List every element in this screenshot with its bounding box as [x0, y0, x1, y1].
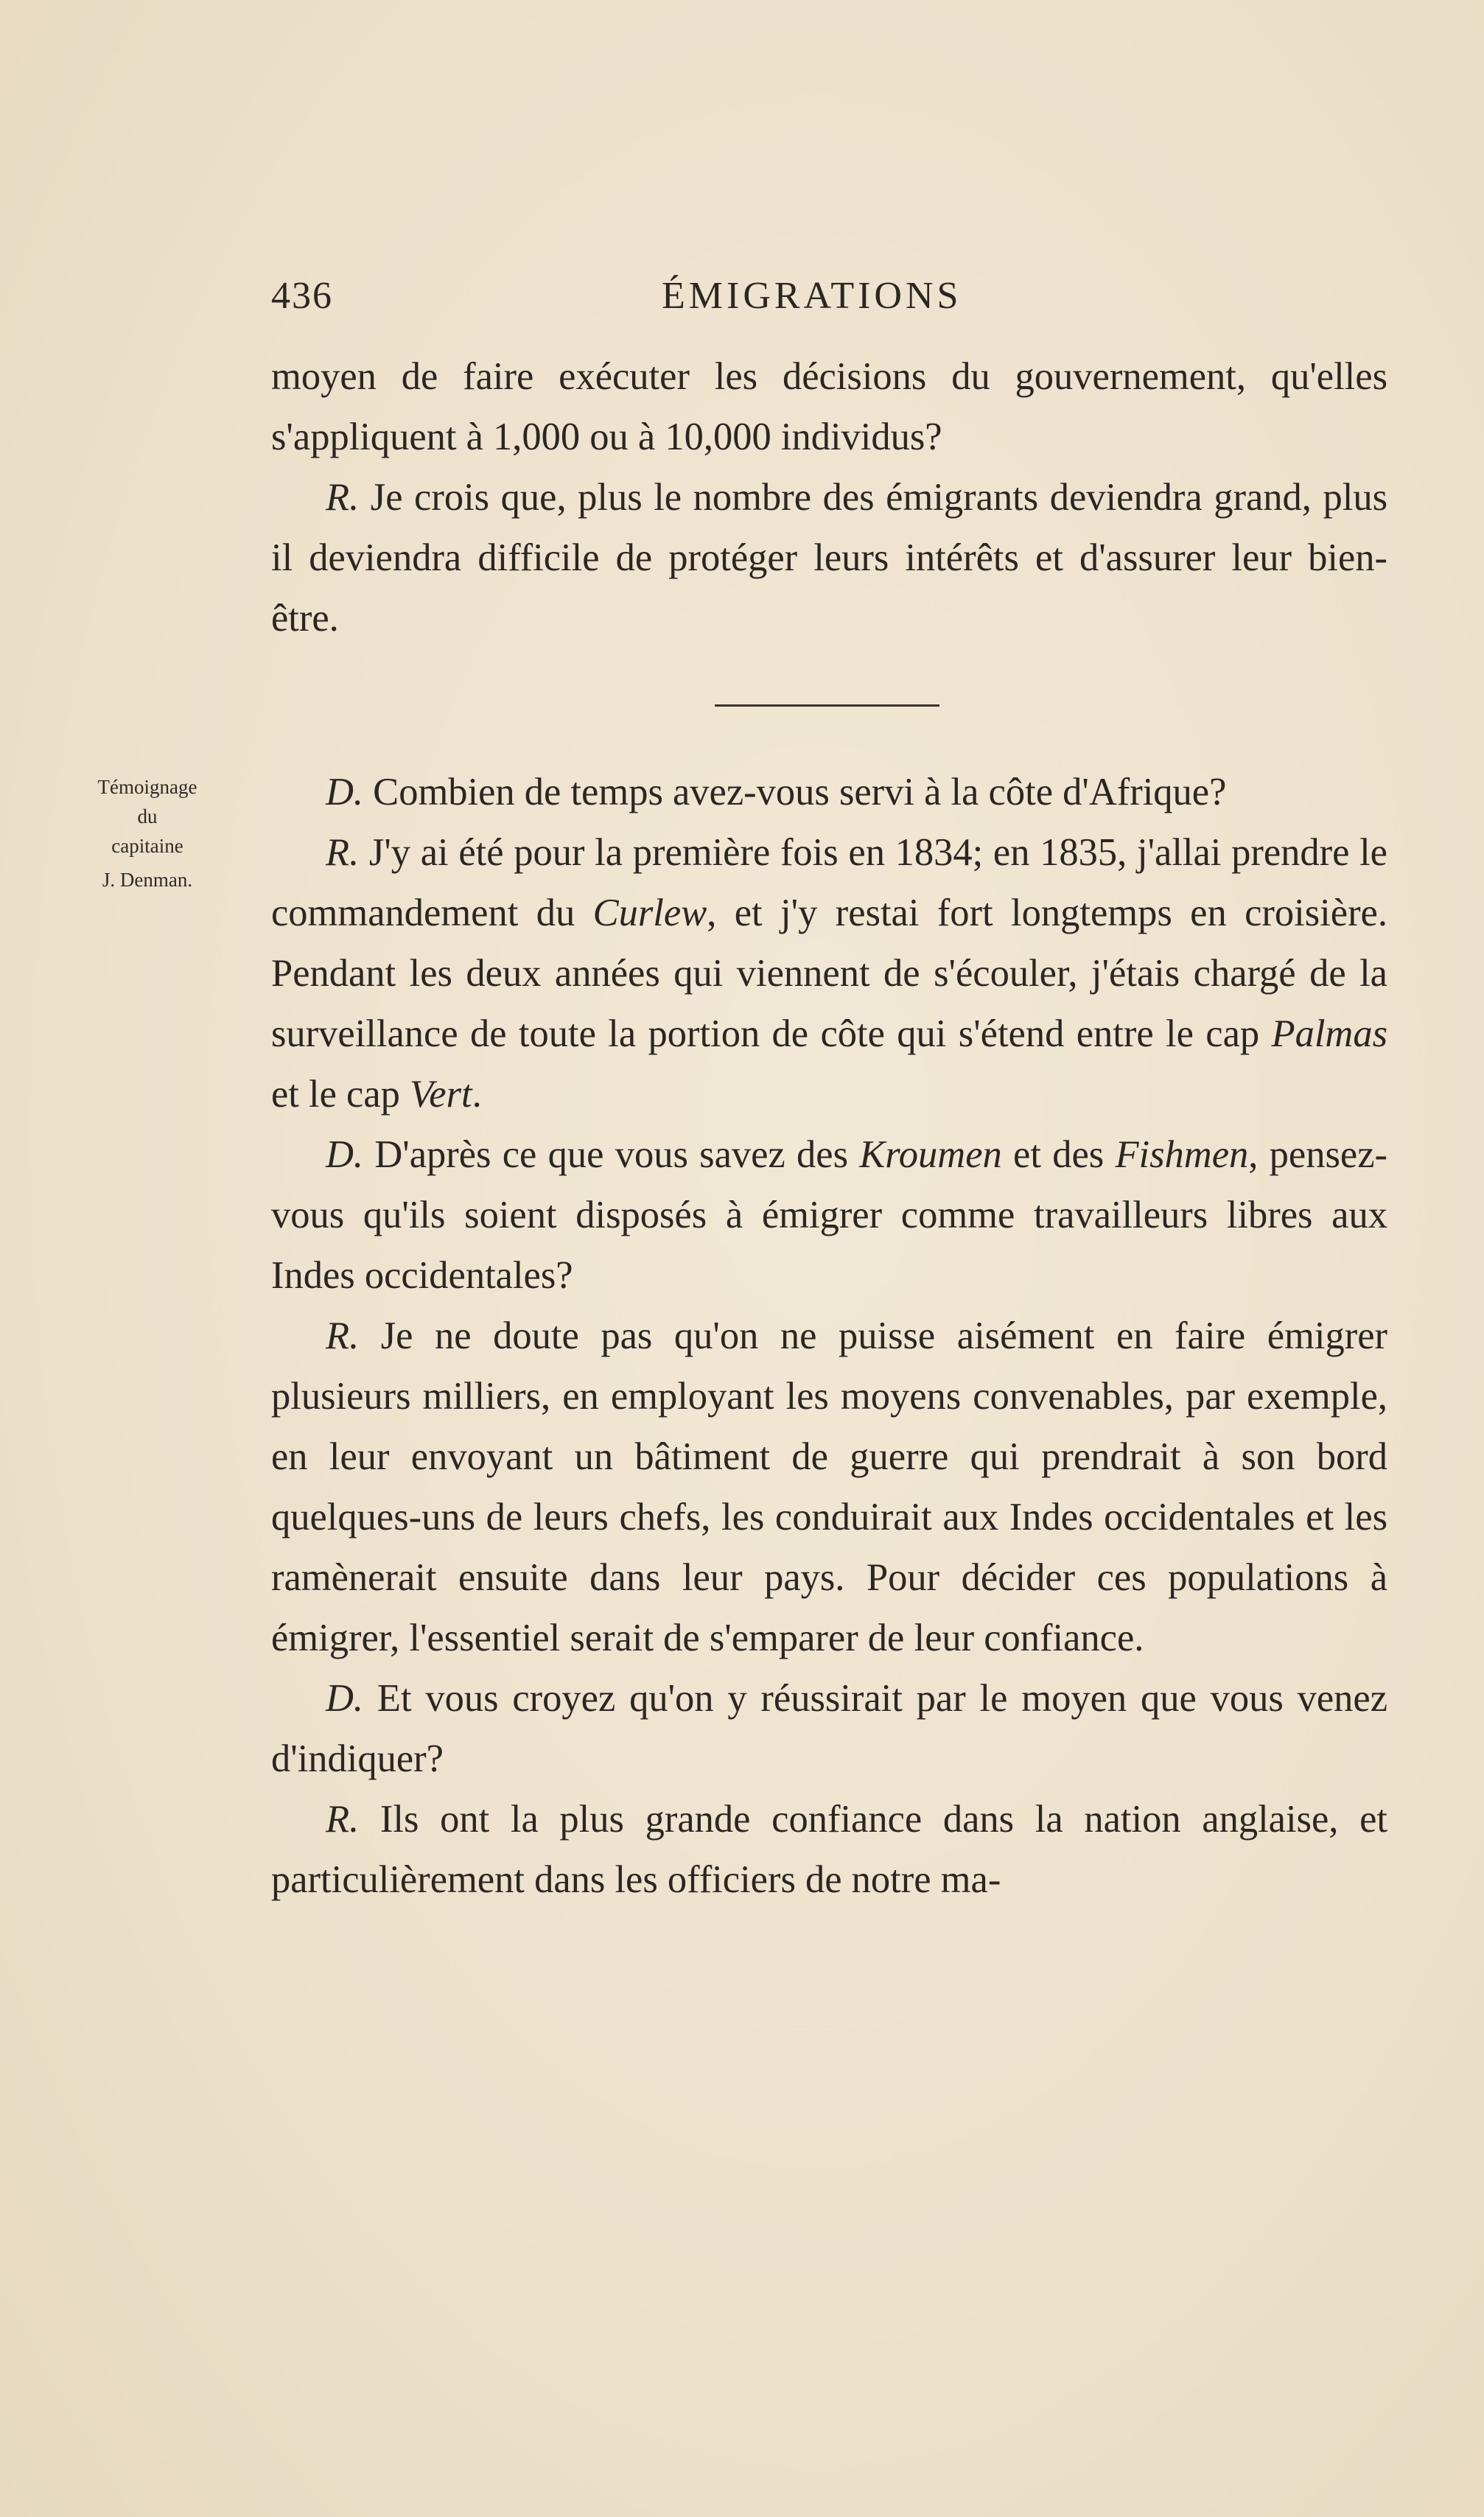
paragraph [271, 1306, 1387, 1668]
paragraph [271, 1124, 1387, 1306]
section-divider [715, 704, 939, 707]
paragraph-text: moyen de faire exécuter les décisions du gouvernement, qu'elles s'appliquent à 1,000 ou à 10,000 individus? [271, 355, 1387, 458]
paragraph [271, 1668, 1387, 1789]
paragraph-text: Combien de temps avez-vous servi à la côte d'Afrique? [363, 771, 1227, 813]
paragraph [271, 1789, 1387, 1910]
paragraph-text: , et j'y restai fort longtemps en croisière. Pendant les deux années qui viennent de s'écouler, j'étais chargé de la surveillance de toute la portion de côte qui s'étend entre le cap [271, 892, 1387, 1055]
ship-name: Curlew [592, 892, 707, 934]
paragraph [271, 762, 1387, 822]
margin-note-line: du [137, 805, 158, 827]
paragraph-text: Et vous croyez qu'on y réussirait par le moyen que vous venez d'indiquer? [271, 1677, 1387, 1780]
margin-note-line: J. Denman. [102, 869, 193, 891]
paragraph [271, 822, 1387, 1124]
paragraph-text: D'après ce que vous savez des [363, 1133, 860, 1176]
place-name: Palmas [1271, 1012, 1387, 1055]
place-name: Vert [410, 1073, 472, 1116]
speaker-marker: D. [326, 771, 364, 813]
paragraph-text: et des [1001, 1133, 1116, 1176]
people-name: Kroumen [859, 1133, 1002, 1176]
people-name: Fishmen [1115, 1133, 1249, 1176]
paragraph [271, 467, 1387, 648]
margin-note-line: capitaine [111, 835, 183, 857]
speaker-marker: R. [326, 831, 360, 874]
speaker-marker: R. [326, 1798, 360, 1841]
paragraph-text: Je ne doute pas qu'on ne puisse aisément en faire émigrer plusieurs milliers, en employant les moyens convenables, par exemple, en leur envoyant un bâtiment de guerre qui prendrait à son bord quelques-uns de leurs chefs, les conduirait aux Indes occidentales et les ramènerait ensuite dans leur pays. Pour décider ces populations à émigrer, l'essentiel serait de s'emparer de leur confiance. [271, 1314, 1387, 1659]
speaker-marker: D. [326, 1133, 364, 1176]
speaker-marker: R. [326, 1314, 360, 1357]
paragraph [271, 346, 1387, 467]
page-number: 436 [271, 275, 333, 317]
margin-note [52, 772, 243, 895]
speaker-marker: R. [326, 476, 360, 519]
text-block-top [271, 346, 1387, 648]
paragraph-text: et le cap [271, 1073, 410, 1116]
page-header [271, 274, 1391, 326]
speaker-marker: D. [326, 1677, 364, 1720]
paragraph-text: J'y ai été pour la première fois en 1834; en 1835, j'allai prendre le commandement du [271, 831, 1387, 934]
running-title: ÉMIGRATIONS [662, 275, 962, 317]
margin-note-line: Témoignage [97, 776, 197, 798]
paragraph-text: . [472, 1073, 482, 1116]
paragraph-text: Ils ont la plus grande confiance dans la nation anglaise, et particulièrement dans les officiers de notre ma- [271, 1798, 1387, 1901]
paragraph-text: Je crois que, plus le nombre des émigrants deviendra grand, plus il deviendra difficile de protéger leurs intérêts et d'assurer leur bien-être. [271, 476, 1387, 640]
paragraph-text: , pensez-vous qu'ils soient disposés à émigrer comme travailleurs libres aux Indes occidentales? [271, 1133, 1387, 1297]
text-block-main [271, 762, 1387, 1910]
